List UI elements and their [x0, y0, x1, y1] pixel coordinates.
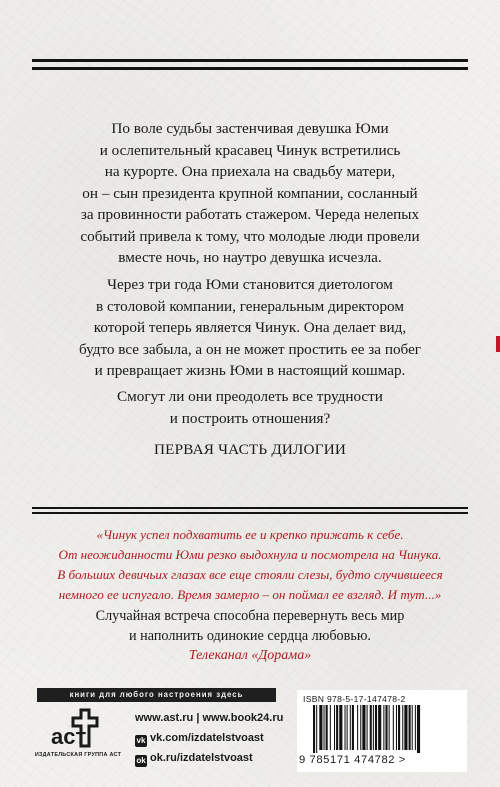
- isbn-label: ISBN 978-5-17-147478-2: [303, 694, 406, 704]
- isbn-block: [297, 690, 467, 772]
- barcode-digits: 9 785171 474782 >: [299, 754, 406, 766]
- blurb-line: за провинности работать стажером. Череда нелепых: [80, 206, 420, 223]
- top-rule-1: [32, 59, 468, 62]
- quote-line: В больших девичьих глазах все еще стояли слезы, будто случившееся: [57, 567, 443, 582]
- quote-source: Телеканал «Дорама»: [188, 648, 312, 663]
- blurb-line: в столовой компании, генеральным директором: [96, 297, 404, 315]
- publisher-links: [135, 708, 283, 768]
- series-tagline: ПЕРВАЯ ЧАСТЬ ДИЛОГИИ: [153, 441, 347, 458]
- ast-logo-icon: [49, 706, 105, 750]
- blurb-line: событий привела к тому, что молодые люди провели: [80, 227, 420, 245]
- annotation-paragraph-2: [40, 274, 460, 382]
- quote-summary: [30, 606, 470, 646]
- publisher-name: ИЗДАТЕЛЬСКАЯ ГРУППА АСТ: [34, 752, 122, 758]
- annotation-question: [40, 386, 460, 429]
- blurb-line: По воле судьбы застенчивая девушка Юми: [111, 120, 389, 137]
- quote-line: немного ее испугало. Время замерло – он поймал ее взгляд. И тут...»: [58, 587, 442, 602]
- top-rule-2: [32, 67, 468, 70]
- edge-mark: [496, 336, 500, 352]
- ok-link[interactable]: [135, 748, 283, 768]
- blurb-line: и превращает жизнь Юми в настоящий кошмар.: [94, 362, 406, 379]
- blurb-line: вместе ночь, но наутро девушка исчезла.: [118, 249, 382, 266]
- annotation-paragraph-1: [40, 118, 460, 269]
- summary-line: Случайная встреча способна перевернуть весь мир: [95, 608, 405, 624]
- barcode-icon: [313, 705, 453, 753]
- vk-text: vk.com/izdatelstvoast: [150, 732, 264, 744]
- blurb-line: и построить отношения?: [169, 409, 331, 427]
- mid-rule-2: [32, 512, 468, 514]
- mid-rule-1: [32, 507, 468, 509]
- sites-text: www.ast.ru | www.book24.ru: [135, 712, 284, 724]
- blurb-line: на курорте. Она приехала на свадьбу матери,: [104, 163, 396, 180]
- blurb-line: будто все забыла, а он не может простить ее за побег: [78, 340, 422, 358]
- blurb-line: Через три года Юми становится диетологом: [107, 276, 393, 293]
- book-quote: [30, 525, 470, 605]
- publisher-banner: книги для любого настроения здесь: [37, 688, 276, 702]
- blurb-line: и ослепительный красавец Чинук встретились: [99, 141, 401, 159]
- logo-text: аст: [51, 724, 87, 749]
- sites-link[interactable]: [135, 708, 283, 728]
- summary-line: и наполнить одинокие сердца любовью.: [129, 628, 371, 644]
- quote-line: От неожиданности Юми резко выдохнула и посмотрела на Чинука.: [58, 547, 442, 562]
- ok-text: ok.ru/izdatelstvoast: [150, 752, 253, 764]
- ok-icon: ok: [136, 756, 146, 765]
- vk-link[interactable]: [135, 728, 283, 748]
- quote-line: «Чинук успел подхватить ее и крепко прижать к себе.: [96, 527, 404, 542]
- blurb-line: он – сын президента крупной компании, сосланный: [82, 184, 418, 202]
- blurb-line: Смогут ли они преодолеть все трудности: [117, 388, 383, 405]
- blurb-line: которой теперь является Чинук. Она делает вид,: [93, 319, 407, 336]
- vk-icon: vk: [136, 736, 146, 745]
